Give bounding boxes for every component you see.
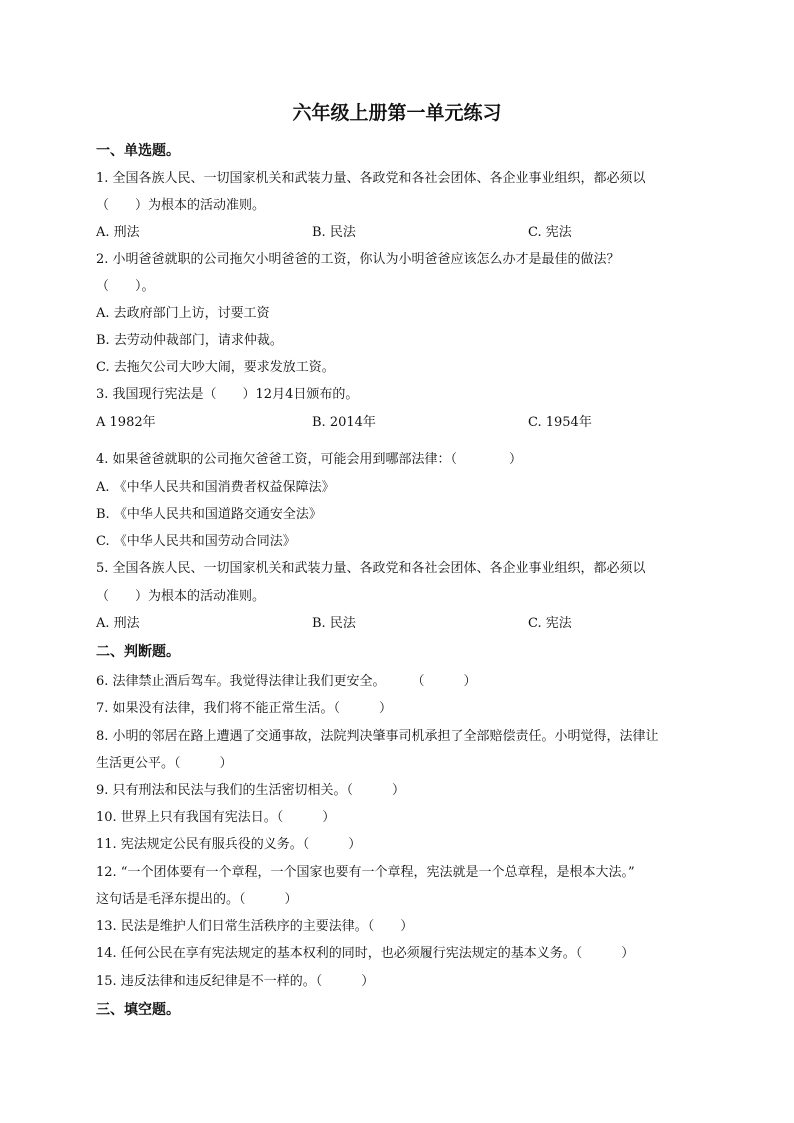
question-1-option-b: B. 民法 xyxy=(312,225,356,240)
question-1-text: 1. 全国各族人民、一切国家机关和武装力量、各政党和各社会团体、各企业事业组织，都必须以 xyxy=(96,171,646,186)
question-3-option-b: B. 2014年 xyxy=(312,415,376,430)
question-5-text: 5. 全国各族人民、一切国家机关和武装力量、各政党和各社会团体、各企业事业组织，都必须以 xyxy=(96,561,646,576)
section-heading-true-false: 二、判断题。 xyxy=(96,644,180,660)
question-4-option-c: C. 《中华人民共和国劳动合同法》 xyxy=(96,534,296,549)
question-4-text: 4. 如果爸爸就职的公司拖欠爸爸工资，可能会用到哪部法律：（ ） xyxy=(96,452,523,467)
question-5-text-cont: （ ）为根本的活动准则。 xyxy=(96,589,266,604)
section-heading-fill-in: 三、填空题。 xyxy=(96,1002,180,1018)
question-5-option-b: B. 民法 xyxy=(312,616,356,631)
question-7-text: 7. 如果没有法律，我们将不能正常生活。（ ） xyxy=(96,701,393,716)
question-2-option-c: C. 去拖欠公司大吵大闹，要求发放工资。 xyxy=(96,360,335,375)
question-8-text: 8. 小明的邻居在路上遭遇了交通事故，法院判决肇事司机承担了全部赔偿责任。小明觉得，法律让 xyxy=(96,729,659,744)
question-10-text: 10. 世界上只有我国有宪法日。（ ） xyxy=(96,810,336,825)
question-11-text: 11. 宪法规定公民有服兵役的义务。（ ） xyxy=(96,837,362,852)
question-8-text-cont: 生活更公平。（ ） xyxy=(96,756,233,771)
question-4-option-a: A. 《中华人民共和国消费者权益保障法》 xyxy=(96,480,335,495)
question-2-option-b: B. 去劳动仲裁部门，请求仲裁。 xyxy=(96,333,283,348)
page-title: 六年级上册第一单元练习 xyxy=(292,102,502,124)
question-3-text: 3. 我国现行宪法是（ ）12月4日颁布的。 xyxy=(96,387,359,402)
question-12-text: 12. “一个团体要有一个章程，一个国家也要有一个章程，宪法就是一个总章程，是根本大法。” xyxy=(96,865,635,880)
question-2-text: 2. 小明爸爸就职的公司拖欠小明爸爸的工资，你认为小明爸爸应该怎么办才是最佳的做法？ xyxy=(96,252,620,267)
question-9-text: 9. 只有刑法和民法与我们的生活密切相关。（ ） xyxy=(96,783,406,798)
question-1-option-a: A. 刑法 xyxy=(96,225,140,240)
question-5-option-a: A. 刑法 xyxy=(96,616,140,631)
section-heading-single-choice: 一、单选题。 xyxy=(96,143,180,159)
question-2-text-cont: （ ）。 xyxy=(96,279,155,294)
question-6-text: 6. 法律禁止酒后驾车。我觉得法律让我们更安全。 （ ） xyxy=(96,674,477,689)
question-1-text-cont: （ ）为根本的活动准则。 xyxy=(96,198,266,213)
question-1-option-c: C. 宪法 xyxy=(528,225,572,240)
question-4-option-b: B. 《中华人民共和国道路交通安全法》 xyxy=(96,507,322,522)
question-15-text: 15. 违反法律和违反纪律是不一样的。（ ） xyxy=(96,974,375,989)
question-14-text: 14. 任何公民在享有宪法规定的基本权利的同时，也必须履行宪法规定的基本义务。（ ） xyxy=(96,946,635,961)
question-13-text: 13. 民法是维护人们日常生活秩序的主要法律。（ ） xyxy=(96,919,414,934)
question-3-option-a: A 1982年 xyxy=(96,415,156,430)
question-2-option-a: A. 去政府部门上访，讨要工资 xyxy=(96,306,270,321)
question-3-option-c: C. 1954年 xyxy=(528,415,592,430)
question-12-text-cont: 这句话是毛泽东提出的。（ ） xyxy=(96,892,298,907)
question-5-option-c: C. 宪法 xyxy=(528,616,572,631)
